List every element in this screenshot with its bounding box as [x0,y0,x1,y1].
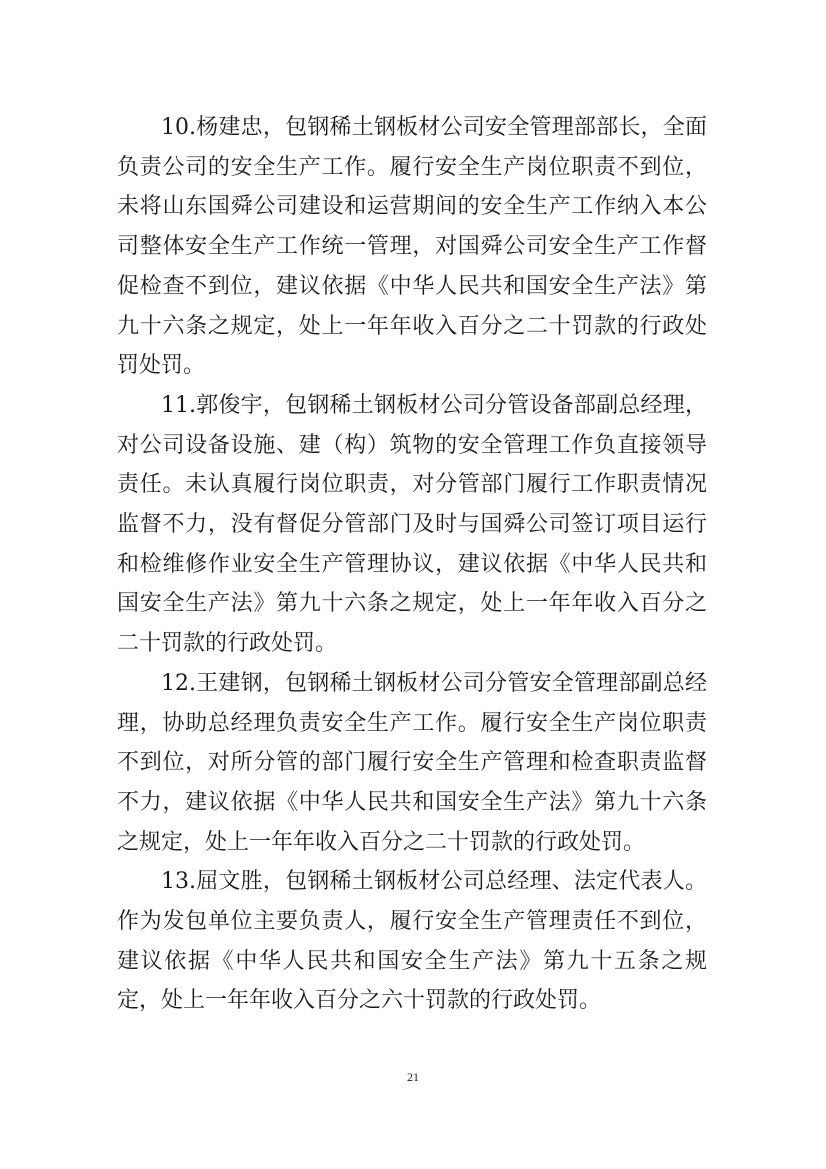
page-number: 21 [407,1070,419,1084]
paragraph-item-13: 13.屈文胜，包钢稀土钢板材公司总经理、法定代表人。作为发包单位主要负责人，履行安全生产管理责任不到位，建议依据《中华人民共和国安全生产法》第九十五条之规定，处上一年年收入百分之六十罚款的行政处罚。 [117,869,707,1014]
paragraph-item-12: 12.王建钢，包钢稀土钢板材公司分管安全管理部副总经理，协助总经理负责安全生产工作。履行安全生产岗位职责不到位，对所分管的部门履行安全生产管理和检查职责监督不力，建议依据《中华人民共和国安全生产法》第九十六条之规定，处上一年年收入百分之二十罚款的行政处罚。 [117,670,707,855]
paragraph-item-10: 10.杨建忠，包钢稀土钢板材公司安全管理部部长，全面负责公司的安全生产工作。履行安全生产岗位职责不到位，未将山东国舜公司建设和运营期间的安全生产工作纳入本公司整体安全生产工作统一管理，对国舜公司安全生产工作督促检查不到位，建议依据《中华人民共和国安全生产法》第九十六条之规定，处上一年年收入百分之二十罚款的行政处罚处罚。 [117,115,707,379]
document-body [117,108,707,1021]
paragraph-item-11: 11.郭俊宇，包钢稀土钢板材公司分管设备部副总经理，对公司设备设施、建（构）筑物的安全管理工作负直接领导责任。未认真履行岗位职责，对分管部门履行工作职责情况监督不力，没有督促分管部门及时与国舜公司签订项目运行和检维修作业安全生产管理协议，建议依据《中华人民共和国安全生产法》第九十六条之规定，处上一年年收入百分之二十罚款的行政处罚。 [117,392,707,657]
